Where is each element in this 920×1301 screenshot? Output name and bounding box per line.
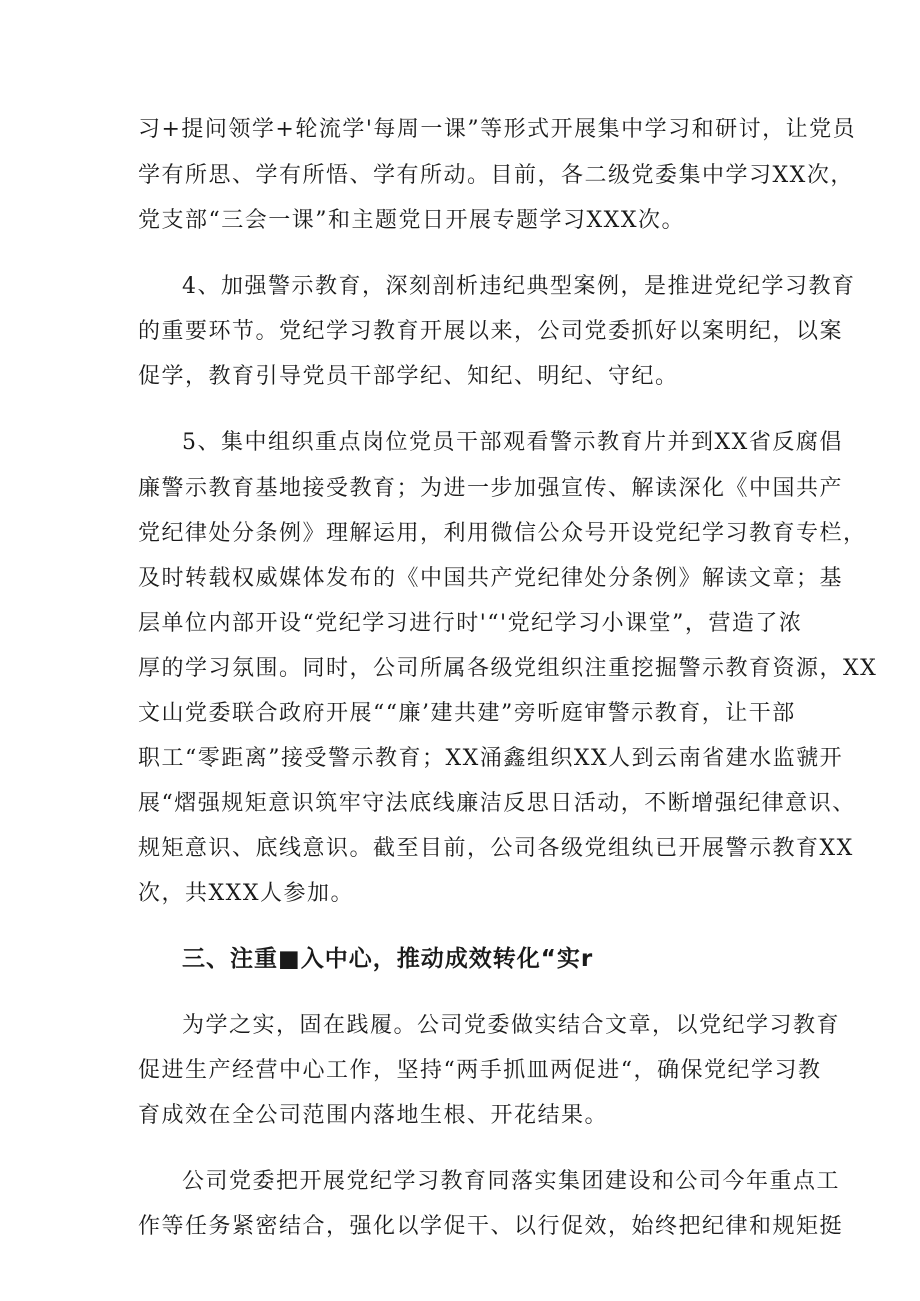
paragraph-line: 4、加强警示教育，深刻剖析违纪典型案例，是推进党纪学习教育 — [182, 274, 856, 299]
paragraph-line: 文山党委联合政府开展““廉’建共建”旁听庭审警示教育，让干部 — [138, 701, 796, 726]
paragraph-line: 廉警示教育基地接受教育；为进一步加强宣传、解读深化《中国共产 — [138, 476, 844, 501]
paragraph-line: 公司党委把开展党纪学习教育同落实集团建设和公司今年重点工 — [182, 1169, 841, 1194]
paragraph-line: 习+提问领学+轮流学'每周一课”等形式开展集中学习和研讨，让党员 — [138, 117, 857, 142]
paragraph-line: 促进生产经营中心工作，坚持“两手抓皿两促进“，确保党纪学习教 — [138, 1058, 822, 1083]
paragraph-line: 及时转载权威媒体发布的《中国共产党纪律处分条例》解读文章；基 — [138, 566, 844, 591]
paragraph-line: 规矩意识、底线意识。截至目前，公司各级党组纨已开展警示教育XX — [138, 836, 854, 861]
paragraph-line: 育成效在全公司范围内落地生根、开花结果。 — [138, 1103, 609, 1128]
paragraph-line: 厚的学习氛围。同时，公司所属各级党组织注重挖掘警示教育资源，XX — [138, 656, 878, 681]
paragraph-line: 次，共XXX人参加。 — [138, 881, 354, 906]
paragraph-line: 为学之实，固在践履。公司党委做实结合文章，以党纪学习教育 — [182, 1013, 841, 1038]
paragraph-line: 5、集中组织重点岗位党员干部观看警示教育片并到XX省反腐倡 — [182, 430, 843, 455]
section-heading: 三、注重■入中心，推动成效转化“实r — [182, 946, 594, 972]
paragraph-line: 作等任务紧密结合，强化以学促干、以行促效，始终把纪律和规矩挺 — [138, 1214, 844, 1239]
paragraph-line: 层单位内部开设“党纪学习进行时'“'党纪学习小课堂”，营造了浓 — [138, 611, 803, 636]
paragraph-line: 党纪律处分条例》理解运用，利用微信公众号开设党纪学习教育专栏， — [138, 521, 867, 546]
paragraph-line: 展“熠强规矩意识筑牢守法底线廉洁反思日活动，不断增强纪律意识、 — [138, 791, 856, 816]
paragraph-line: 学有所思、学有所悟、学有所动。目前，各二级党委集中学习XX次， — [138, 163, 854, 188]
paragraph-line: 的重要环节。党纪学习教育开展以来，公司党委抓好以案明纪，以案 — [138, 319, 844, 344]
paragraph-line: 职工“零距离”接受警示教育；XX涌鑫组织XX人到云南省建水监虢开 — [138, 746, 844, 771]
paragraph-line: 促学，教育引导党员干部学纪、知纪、明纪、守纪。 — [138, 364, 679, 389]
paragraph-line: 党支部“三会一课”和主题党日开展专题学习XXX次。 — [138, 208, 685, 233]
